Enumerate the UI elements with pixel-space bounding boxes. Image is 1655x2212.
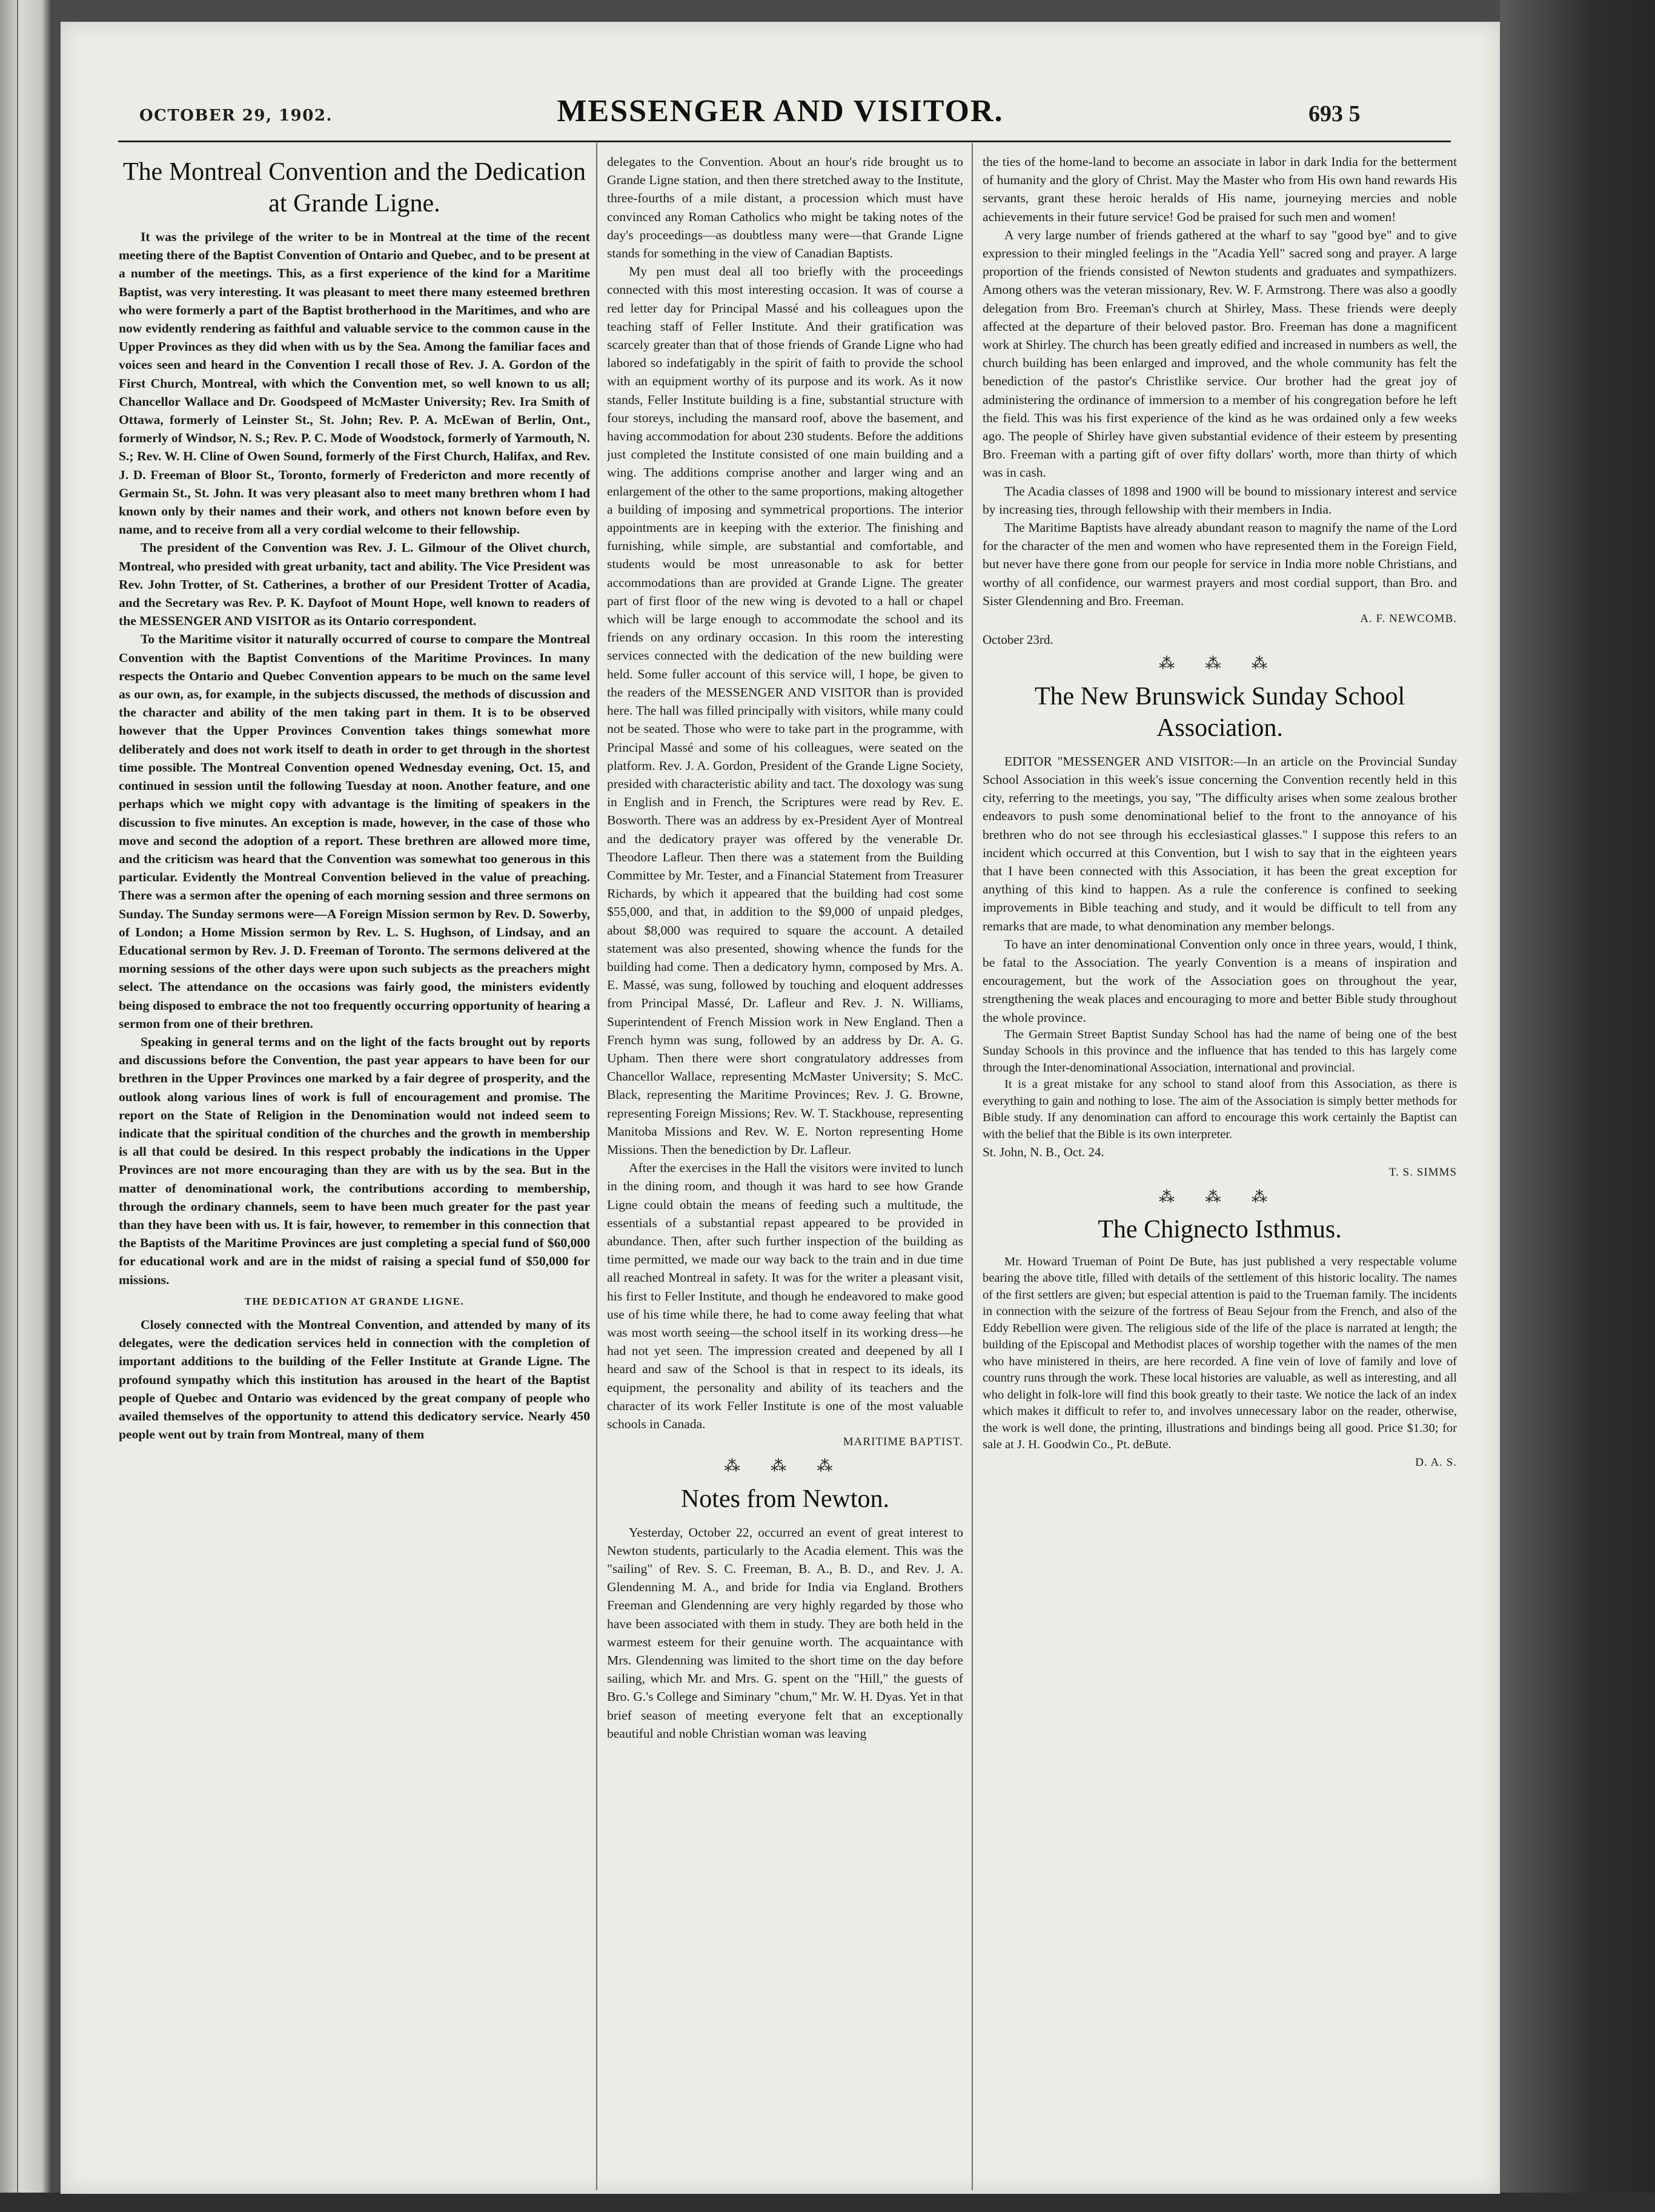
article-title-nb-sunday-school: The New Brunswick Sunday School Association.: [1034, 682, 1405, 742]
column-2: [607, 153, 963, 2194]
paragraph: The Maritime Baptists have already abundant reason to magnify the name of the Lord for the character of the men and women who have represented them in the Foreign Field, but never have there gone from our people for service in India more noble Christians, and worthy of all confidence, our warmest prayers and most cordial support, than Bro. and Sister Glendenning and Bro. Freeman.: [983, 520, 1457, 608]
paragraph: It was the privilege of the writer to be in Montreal at the time of the recent meeting there of the Baptist Convention of Ontario and Quebec, and to be present at a number of the meetings. This, as a first experience of the kind for a Maritime Baptist, was very interesting. It was pleasant to meet there many esteemed brethren who were formerly a part of the Baptist brotherhood in the Maritimes, and who are now evidently rendering as faithful and valuable service to the common cause in the Upper Provinces as they did when with us by the Sea. Among the familiar faces and voices seen and heard in the Convention I recall those of Rev. J. A. Gordon of the First Church, Montreal, with which the Convention met, so well known to us all; Chancellor Wallace and Dr. Goodspeed of McMaster University; Rev. Ira Smith of Ottawa, formerly of Leinster St., St. John; Rev. P. A. McEwan of Berlin, Ont., formerly of Windsor, N. S.; Rev. P. C. Mode of Woodstock, formerly of Yarmouth, N. S.; Rev. W. H. Cline of Owen Sound, formerly of the First Church, Halifax, and Rev. J. D. Freeman of Bloor St., Toronto, formerly of Fredericton and more recently of Germain St., St. John. It was very pleasant also to meet many brethren whom I had known only by their names and their work, and others not known before even by name, and to receive from all a very cordial welcome to their fellowship.: [119, 230, 590, 537]
article-title-montreal: The Montreal Convention and the Dedication at Grande Ligne.: [123, 158, 586, 217]
montreal-body: [119, 228, 590, 1289]
scan-background-bottom: [0, 2193, 1655, 2212]
section-ornament: ⁂ ⁂ ⁂: [724, 1457, 846, 1475]
paragraph: My pen must deal all too briefly with the proceedings connected with this most interesting occasion. It was of course a red letter day for Principal Massé and his colleagues upon the teaching staff of Feller Institute. And their gratification was scarcely greater than that of those friends of Grande Ligne who had labored so indefatigably in the spirit of faith to provide the school with an equipment worthy of its purpose and its work. As it now stands, Feller Institute building is a fine, substantial structure with four storeys, including the mansard roof, above the basement, and having accommodation for about 230 students. Before the additions just completed the Institute consisted of one main building and a wing. The additions comprise another and larger wing and an enlargement of the other to the same proportions, making altogether a building of imposing and symmetrical proportions. The interior appointments are in keeping with the exterior. The finishing and furnishing, while simple, are substantial and comfortable, and students would be most unreasonable to ask for better accommodations than are provided at Grande Ligne. The greater part of first floor of the new wing is devoted to a hall or chapel which will be large enough to accommodate the school and its friends on any ordinary occasion. In this room the interesting services connected with the dedication of the new building were held. Some fuller account of this service will, I hope, be given to the readers of the MESSENGER AND VISITOR than is provided here. The hall was filled principally with visitors, while many could not be seated. Those who were to take part in the programme, with Principal Massé and some of his colleagues, were seated on the platform. Rev. J. A. Gordon, President of the Grande Ligne Society, presided with characteristic ability and tact. The doxology was sung in English and in French, the Scriptures were read by Rev. E. Bosworth. There was an address by ex-President Ayer of Montreal and the dedicatory prayer was offered by the venerable Dr. Theodore Lafleur. Then there was a statement from the Building Committee by Mr. Tester, and a Financial Statement from Treasurer Richards, by which it appeared that the building had cost some $55,000, and that, in addition to the $9,000 of unpaid pledges, about $8,000 was required to square the account. A detailed statement was also presented, showing whence the funds for the building had come. Then a dedicatory hymn, composed by Mrs. A. E. Massé, was sung, followed by touching and eloquent addresses from Principal Massé, Dr. Lafleur and Rev. J. N. Williams, Superintendent of French Mission work in New England. Then a French hymn was sung, followed by an address by Dr. A. G. Upham. Then there were short congratulatory addresses from Chancellor Wallace, representing McMaster University; S. McC. Black, representing the Maritime Provinces; Rev. J. G. Browne, representing Foreign Missions; Rev. W. T. Stackhouse, representing Manitoba Missions and Rev. W. E. Norton representing Home Missions. Then the benediction by Dr. Lafleur.: [607, 264, 963, 1157]
column-1: [119, 153, 590, 2194]
column-divider: [972, 143, 973, 2190]
section-ornament: ⁂ ⁂ ⁂: [1159, 1188, 1281, 1206]
paragraph: Closely connected with the Montreal Convention, and attended by many of its delegates, were the dedication services held in connection with the completion of important additions to the building of the Feller Institute at Grande Ligne. The profound sympathy which this institution has aroused in the heart of the Baptist people of Quebec and Ontario was evidenced by the great company of people who availed themselves of the opportunity to attend this dedicatory service. Nearly 450 people went out by train from Montreal, many of them: [119, 1317, 590, 1442]
section-ornament: ⁂ ⁂ ⁂: [1159, 655, 1281, 673]
paragraph: After the exercises in the Hall the visitors were invited to lunch in the dining room, and though it was hard to see how Grande Ligne could obtain the means of feeding such a multitude, the essentials of a substantial repast appeared to be provided in abundance. Then, after such further inspection of the building as time permitted, we made our way back to the train and in due time all reached Montreal in safety. It was for the writer a pleasant visit, his first to Feller Institute, and though he endeavored to make good use of his time while there, he had to come away feeling that what was most worth seeing—the school itself in its working dress—he had not yet seen. The impression created and deepened by all I heard and saw of the School is that in respect to its ideals, its equipment, the personality and ability of its teachers and the character of its work Feller Institute is one of the most valuable schools in Canada.: [607, 1161, 963, 1432]
paragraph: It is a great mistake for any school to stand aloof from this Association, as there is everything to gain and nothing to lose. The aim of the Association is simply better methods for Bible study. If any denomination can afford to encourage this work certainly the Baptist can with the belief that the Bible is its own interpreter.: [983, 1078, 1457, 1141]
article-title-newton: Notes from Newton.: [680, 1485, 890, 1513]
masthead-date: OCTOBER 29, 1902.: [139, 107, 333, 125]
paragraph: Mr. Howard Trueman of Point De Bute, has just published a very respectable volume bearing the above title, filled with details of the settlement of this historic locality. The names of the first settlers are given; but especial attention is paid to the Trueman family. The incidents in connection with the seizure of the fortress of Beau Sejour from the French, and also of the Eddy Rebellion were given. The religious side of the life of the place is narrated at length; the building of the Episcopal and Methodist places of worship together with the names of the men who have ministered in theirs, are here recorded. A fine vein of love of family and love of country runs through the work. These local histories are valuable, as well as interesting, and all who delight in folk-lore will find this book greatly to their taste. We notice the lack of an index which makes it difficult to refer to, and involves unnecessary labor on the reader, otherwise, the work is well done, the printing, illustrations and bindings being all good. Price $1.30; for sale at J. H. Goodwin Co., Pt. deBute.: [983, 1254, 1457, 1452]
paragraph: To have an inter denominational Convention only once in three years, would, I think, be fatal to the Association. The yearly Convention is a means of inspiration and encouragement, but the work of the Association goes on throughout the year, strengthening the weak places and encouraging to more and better Bible study throughout the whole province.: [983, 936, 1457, 1025]
column-divider: [596, 143, 597, 2190]
signature-simms: T. S. SIMMS: [1388, 1166, 1457, 1179]
adjacent-page-edge: [0, 0, 52, 2212]
dateline: October 23rd.: [983, 632, 1053, 647]
signature-maritime-baptist: MARITIME BAPTIST.: [843, 1435, 963, 1449]
paragraph: delegates to the Convention. About an hour's ride brought us to Grande Ligne station, and then there stretched away to the Institute, three-fourths of a mile distant, a procession which must have convinced any Roman Catholics who might be taking notes of the day's proceedings—as doubtless many were—that Grande Ligne stands for something in the view of Canadian Baptists.: [607, 154, 963, 261]
paragraph: The Germain Street Baptist Sunday School has had the name of being one of the best Sunday Schools in this province and the influence that has tended to this has largely come through the Inter-denominational Association, international and provincial.: [983, 1027, 1457, 1075]
paragraph: EDITOR "MESSENGER AND VISITOR:—In an article on the Provincial Sunday School Association in this week's issue concerning the Convention recently held in this city, referring to the meetings, you say, "The difficulty arises when some zealous brother endeavors to push some denominational belief to the front to the annoyance of his brethren who do not see through his ecclesiastical glasses." I suppose this refers to an incident which occurred at this Convention, but I wish to say that in the eighteen years that I have been connected with this Association, it has been the great exception for anything of this kind to happen. As a rule the conference is confined to seeking improvements in Bible teaching and study, and it would be difficult to tell from any remarks that are made, to what denomination any member belongs.: [983, 753, 1457, 933]
newspaper-page: [61, 22, 1500, 2194]
paragraph: To the Maritime visitor it naturally occurred of course to compare the Montreal Convention with the Baptist Conventions of the Maritime Provinces. In many respects the Ontario and Quebec Convention appears to be much on the same level as our own, as, for example, in the subjects discussed, the methods of discussion and the character and ability of the men taking part in them. It is to be observed however that the Upper Provinces Convention takes things somewhat more deliberately and does not work itself to death in order to get through in the shortest time possible. The Montreal Convention opened Wednesday evening, Oct. 15, and continued in session until the following Tuesday at noon. Another feature, and one perhaps which we might copy with advantage is the limiting of speakers in the discussion to five minutes. An exception is made, however, in the case of those who move and second the adoption of a report. These brethren are allowed more time, and the criticism was heard that the Convention was somewhat too generous in this particular. Evidently the Montreal Convention believed in the value of preaching. There was a sermon after the opening of each morning session and three sermons on Sunday. The Sunday sermons were—A Foreign Mission sermon by Rev. D. Sowerby, of London; a Home Mission sermon by Rev. L. S. Hughson, of Lindsay, and an Educational sermon by Rev. J. D. Freeman of Toronto. The sermons delivered at the morning sessions of the other days were upon such subjects as the preachers might select. The attendance on the occasions was fairly good, the ministers evidently being disposed to embrace the not too frequently occurring opportunity of hearing a sermon from one of their brethren.: [119, 632, 590, 1031]
masthead-rule: [118, 141, 1451, 142]
dateline: St. John, N. B., Oct. 24.: [983, 1145, 1104, 1160]
page-number: 693 5: [1308, 101, 1361, 127]
paragraph: The Acadia classes of 1898 and 1900 will be bound to missionary interest and service by increasing ties, through fellowship with their members in India.: [983, 483, 1457, 517]
paragraph: Speaking in general terms and on the light of the facts brought out by reports and discussions before the Convention, the past year appears to have been for our brethren in the Upper Provinces one marked by a fair degree of prosperity, and the outlook along various lines of work is full of encouragement and promise. The report on the State of Religion in the Denomination would not indeed seem to indicate that the spiritual condition of the churches and the growth in membership is all that could be desired. In this respect probably the indications in the Upper Provinces are not more encouraging than they are with us by the sea. But in the matter of denominational work, the contributions according to membership, through the ordinary channels, seem to have been much greater for the past year than they have been with us. It is fair, however, to remember in this connection that the Baptists of the Maritime Provinces are just completing a special fund of $60,000 for educational work and are in the midst of raising a special fund of $50,000 for missions.: [119, 1034, 590, 1287]
paragraph: the ties of the home-land to become an associate in labor in dark India for the betterment of humanity and the glory of Christ. May the Master who from His own hand rewards His servants, grant these heroic heralds of His name, journeying mercies and noble achievements in their future service! God be praised for such men and women!: [983, 154, 1457, 224]
paragraph: The president of the Convention was Rev. J. L. Gilmour of the Olivet church, Montreal, who presided with great urbanity, tact and ability. The Vice President was Rev. John Trotter, of St. Catherines, a brother of our President Trotter of Acadia, and the Secretary was Rev. P. K. Dayfoot of Mount Hope, well known to readers of the MESSENGER AND VISITOR as its Ontario correspondent.: [119, 540, 590, 629]
article-title-chignecto: The Chignecto Isthmus.: [1098, 1215, 1342, 1243]
column-3: [983, 153, 1457, 2194]
scan-background-right: [1500, 0, 1655, 2212]
subhead-dedication: THE DEDICATION AT GRANDE LIGNE.: [244, 1295, 465, 1307]
paragraph: Yesterday, October 22, occurred an event of great interest to Newton students, particularly to the Acadia element. This was the "sailing" of Rev. S. C. Freeman, B. A., B. D., and Rev. J. A. Glendenning M. A., and bride for India via England. Brothers Freeman and Glendenning are very highly regarded by those who have been associated with them in study. They are both held in the warmest esteem for their genuine worth. The acquaintance with Mrs. Glendenning was limited to the short time on the day before sailing, which Mr. and Mrs. G. spent on the "Hill," the guests of Bro. G.'s College and Siminary "chum," Mr. W. H. Dyas. Yet in that brief season of meeting everyone felt that an exceptionally beautiful and noble Christian woman was leaving: [607, 1525, 963, 1741]
paragraph: A very large number of friends gathered at the wharf to say "good bye" and to give expression to their mingled feelings in the "Acadia Yell" sacred song and prayer. A large proportion of the friends consisted of Newton students and graduates and sympathizers. Among others was the veteran missionary, Rev. W. F. Armstrong. There was also a goodly delegation from Bro. Freeman's church at Shirley, Mass. These friends were deeply affected at the departure of their beloved pastor. Bro. Freeman has done a magnificent work at Shirley. The church has been greatly edified and increased in numbers as well, the church building has been enlarged and improved, and the whole community has felt the benediction of the pastor's Christlike service. Our brother had the great joy of administering the ordinance of immersion to a member of his congregation before he left the field. This was his first experience of the kind as he was ordained only a few weeks ago. The people of Shirley have given substantial evidence of their esteem by presenting Bro. Freeman with a parting gift of over fifty dollars' worth, more than thirty of which was in cash.: [983, 227, 1457, 480]
masthead-title: MESSENGER AND VISITOR.: [557, 94, 1004, 128]
signature-newcomb: A. F. NEWCOMB.: [1360, 612, 1457, 626]
signature-das: D. A. S.: [1415, 1455, 1457, 1469]
